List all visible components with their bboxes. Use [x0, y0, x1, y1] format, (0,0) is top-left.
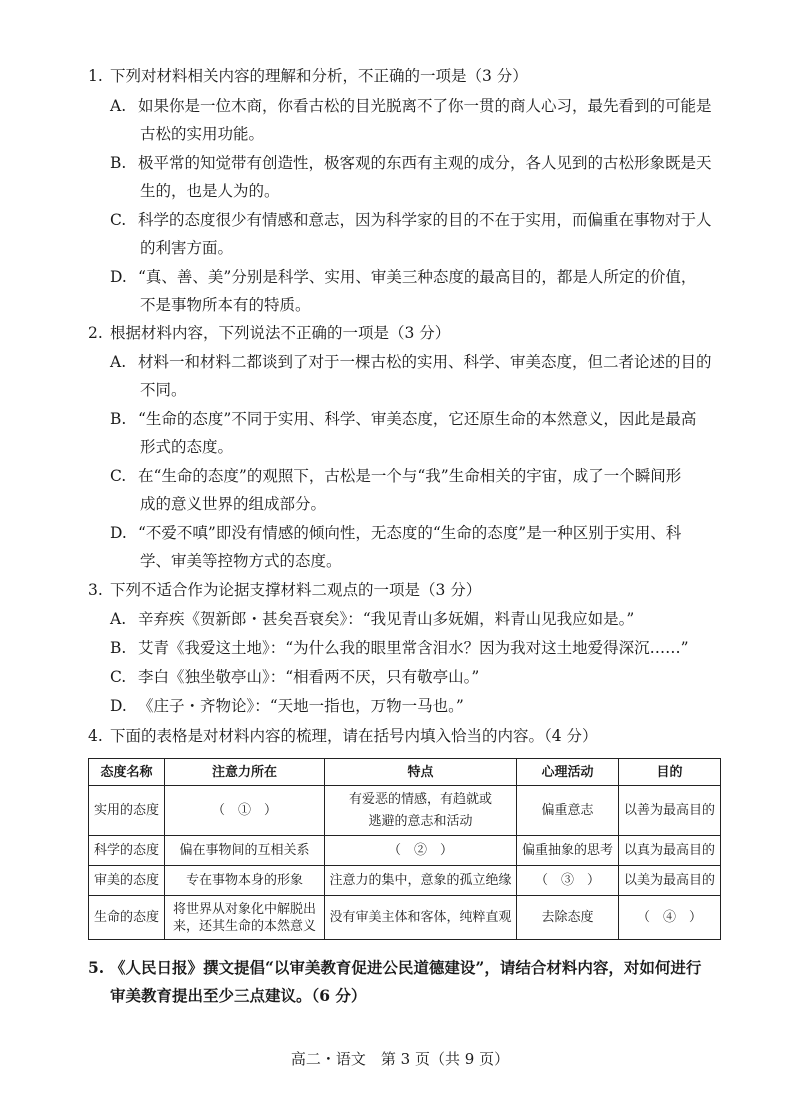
- table-cell: 以美为最高目的: [619, 866, 721, 896]
- option-2c: [110, 466, 681, 486]
- question-3-stem: [88, 580, 481, 600]
- question-4-stem: [88, 726, 598, 746]
- option-text: 如果你是一位木商，你看古松的目光脱离不了你一贯的商人心习，最先看到的可能是: [138, 97, 712, 115]
- question-number: 1.: [88, 67, 103, 85]
- option-2b-cont: 形式的态度。: [140, 438, 234, 456]
- table-cell: 将世界从对象化中解脱出 来，还其生命的本然意义: [165, 896, 325, 940]
- table-row: [89, 896, 721, 940]
- table-cell: 科学的态度: [89, 836, 165, 866]
- question-number: 2.: [88, 324, 103, 342]
- option-3d: [110, 696, 464, 716]
- question-number: 5.: [88, 958, 105, 977]
- option-text: 艾青《我爱这土地》：“为什么我的眼里常含泪水？因为我对这土地爱得深沉……”: [138, 639, 689, 657]
- table-cell: 专在事物本身的形象: [165, 866, 325, 896]
- option-label: C.: [110, 211, 127, 229]
- table-cell: 审美的态度: [89, 866, 165, 896]
- option-label: D.: [110, 697, 127, 715]
- option-text: 材料一和材料二都谈到了对于一棵古松的实用、科学、审美态度，但二者论述的目的: [138, 353, 712, 371]
- table-header-cell: 目的: [619, 759, 721, 786]
- question-number: 4.: [88, 727, 103, 745]
- option-3b: [110, 638, 689, 658]
- option-text: 辛弃疾《贺新郎・甚矣吾衰矣》：“我见青山多妩媚，料青山见我应如是。”: [138, 610, 635, 628]
- option-label: C.: [110, 467, 127, 485]
- option-2a-cont: 不同。: [140, 381, 187, 399]
- table-cell: 以善为最高目的: [619, 786, 721, 836]
- option-label: B.: [110, 410, 127, 428]
- option-1c: [110, 210, 712, 230]
- table-cell-blank-4: （ ④ ）: [619, 896, 721, 940]
- question-number: 3.: [88, 581, 103, 599]
- option-text: “真、善、美”分别是科学、实用、审美三种态度的最高目的，都是人所定的价值，: [138, 268, 697, 286]
- table-cell: 没有审美主体和客体，纯粹直观: [325, 896, 517, 940]
- option-text: 李白《独坐敬亭山》：“相看两不厌，只有敬亭山。”: [138, 668, 480, 686]
- option-1a-cont: 古松的实用功能。: [140, 125, 265, 143]
- option-1d-cont: 不是事物所本有的特质。: [140, 296, 311, 314]
- table-header-cell: 态度名称: [89, 759, 165, 786]
- table-row: [89, 866, 721, 896]
- table-cell: 生命的态度: [89, 896, 165, 940]
- table-cell: 去除态度: [517, 896, 619, 940]
- option-label: B.: [110, 154, 127, 172]
- option-1d: [110, 267, 696, 287]
- option-label: D.: [110, 268, 127, 286]
- attitude-table: [88, 758, 721, 940]
- table-row: [89, 786, 721, 836]
- option-label: B.: [110, 639, 127, 657]
- option-label: C.: [110, 668, 127, 686]
- question-5-stem: [88, 958, 701, 978]
- table-cell: 有爱恶的情感，有趋就或 逃避的意志和活动: [325, 786, 517, 836]
- option-2b: [110, 409, 696, 429]
- option-2d: [110, 523, 681, 543]
- table-header-row: [89, 759, 721, 786]
- option-text: “不爱不嗔”即没有情感的倾向性，无态度的“生命的态度”是一种区别于实用、科: [138, 524, 682, 542]
- table-cell-blank-3: （ ③ ）: [517, 866, 619, 896]
- question-2-stem: [88, 323, 450, 343]
- option-2a: [110, 352, 712, 372]
- question-text: 《人民日报》撰文提倡“以审美教育促进公民道德建设”，请结合材料内容，对如何进行: [110, 958, 702, 977]
- option-label: A.: [110, 610, 127, 628]
- question-text: 下面的表格是对材料内容的梳理，请在括号内填入恰当的内容。（4 分）: [110, 727, 598, 745]
- option-text: 在“生命的态度”的观照下，古松是一个与“我”生命相关的宇宙，成了一个瞬间形: [138, 467, 682, 485]
- question-1-stem: [88, 66, 528, 86]
- option-1b: [110, 153, 712, 173]
- option-1c-cont: 的利害方面。: [140, 239, 234, 257]
- option-2d-cont: 学、审美等控物方式的态度。: [140, 552, 342, 570]
- table-cell: 注意力的集中，意象的孤立绝缘: [325, 866, 517, 896]
- page-footer: 高二・语文 第 3 页（共 9 页）: [290, 1050, 510, 1068]
- table-cell: 偏重抽象的思考: [517, 836, 619, 866]
- option-2c-cont: 成的意义世界的组成部分。: [140, 495, 327, 513]
- option-label: D.: [110, 524, 127, 542]
- option-3c: [110, 667, 479, 687]
- option-text: 科学的态度很少有情感和意志，因为科学家的目的不在于实用，而偏重在事物对于人: [138, 211, 712, 229]
- question-text: 下列对材料相关内容的理解和分析，不正确的一项是（3 分）: [110, 67, 528, 85]
- table-cell-blank-1: （ ① ）: [165, 786, 325, 836]
- option-1a: [110, 96, 712, 116]
- option-text: “生命的态度”不同于实用、科学、审美态度，它还原生命的本然意义，因此是最高: [138, 410, 697, 428]
- option-label: A.: [110, 97, 127, 115]
- table-header-cell: 心理活动: [517, 759, 619, 786]
- option-1b-cont: 生的，也是人为的。: [140, 182, 280, 200]
- table-cell: 偏重意志: [517, 786, 619, 836]
- option-label: A.: [110, 353, 127, 371]
- table-cell: 以真为最高目的: [619, 836, 721, 866]
- table-header-cell: 注意力所在: [165, 759, 325, 786]
- option-text: 极平常的知觉带有创造性，极客观的东西有主观的成分，各人见到的古松形象既是天: [138, 154, 712, 172]
- table-cell: 实用的态度: [89, 786, 165, 836]
- question-text: 根据材料内容，下列说法不正确的一项是（3 分）: [110, 324, 451, 342]
- question-text: 下列不适合作为论据支撑材料二观点的一项是（3 分）: [110, 581, 482, 599]
- table-cell-blank-2: （ ② ）: [325, 836, 517, 866]
- option-text: 《庄子・齐物论》：“天地一指也，万物一马也。”: [138, 697, 464, 715]
- question-5-cont: 审美教育提出至少三点建议。（6 分）: [110, 986, 367, 1005]
- table-row: [89, 836, 721, 866]
- table-header-cell: 特点: [325, 759, 517, 786]
- option-3a: [110, 609, 634, 629]
- table-cell: 偏在事物间的互相关系: [165, 836, 325, 866]
